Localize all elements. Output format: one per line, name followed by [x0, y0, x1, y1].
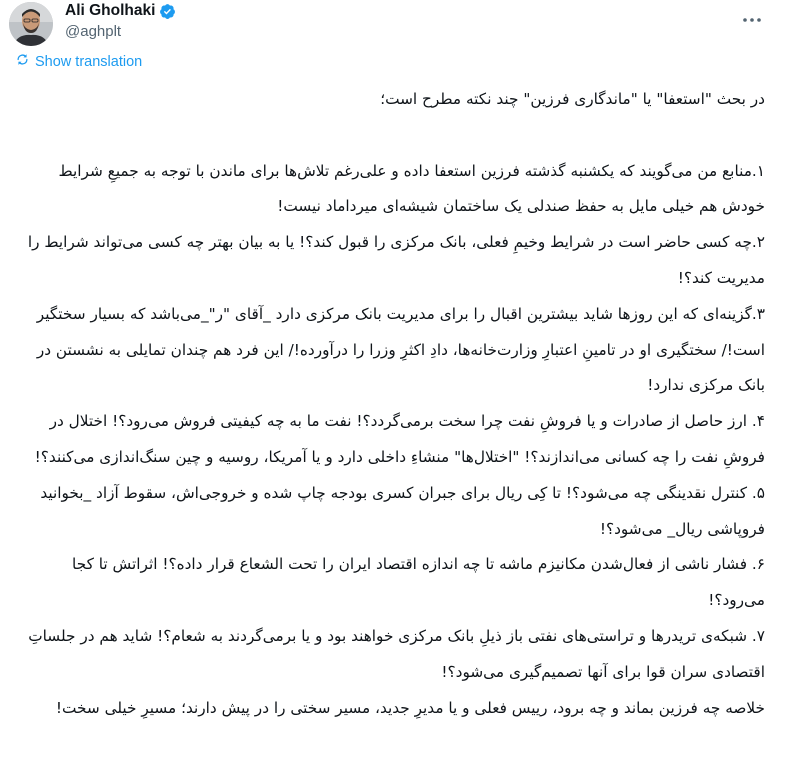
more-dots-icon[interactable] — [740, 8, 764, 32]
verified-badge-icon — [159, 3, 176, 20]
show-translation-label: Show translation — [35, 53, 143, 70]
avatar[interactable] — [9, 2, 53, 46]
author-name[interactable]: Ali Gholhaki — [65, 2, 156, 19]
translate-icon — [15, 52, 30, 71]
show-translation-link[interactable] — [15, 52, 142, 71]
tweet-body: در بحث "استعفا" یا "ماندگاری فرزین" چند نکته مطرح است؛ ۱.منابع من می‌گویند که یکشنبه گذشته فرزین استعفا داده و علی‌رغم تلاش‌ها برای ماندن با توجه به جمیعِ شرایط خودش هم خیلی مایل به حفظ صندلی یک ساختمان شیشه‌ای میرداماد نیست! ۲.چه کسی حاضر است در شرایط وخیمِ فعلی، بانک مرکزی را قبول کند؟! یا به بیان بهتر چه کسی می‌تواند شرایط را مدیریت کند؟! ۳.گزینه‌ای که این روزها شاید بیشترین اقبال را برای مدیریت بانک مرکزی دارد _آقای "ر"_می‌باشد که بسیار سختگیر است!/ سختگیری او در تامینِ اعتبارِ وزارت‌خانه‌ها، دادِ اکثرِ وزرا را درآورده!/ این فرد هم چندان تمایلی به نشستن در بانک مرکزی ندارد! ۴. ارز حاصل از صادرات و یا فروشِ نفت چرا سخت برمی‌گردد؟! نفت ما به چه کیفیتی فروش می‌رود؟! اختلال در فروشِ نفت را چه کسانی می‌اندازند؟! "اختلال‌ها" منشاءِ داخلی دارد و یا آمریکا، روسیه و چین سنگ‌اندازی می‌کنند؟! ۵. کنترل نقدینگی چه می‌شود؟! تا کِی ریال برای جبران کسری بودجه چاپ شده و خروجی‌اش، سقوط آزاد _بخوانید فروپاشی ریال_ می‌شود؟! ۶. فشار ناشی از فعال‌شدن مکانیزم ماشه تا چه اندازه اقتصاد ایران را تحت الشعاع قرار داده؟! اثراتش تا کجا می‌رود؟! ۷. شبکه‌ی تریدرها و تراستی‌های نفتی باز ذیلِ بانک مرکزی خواهند بود و یا برمی‌گردند به شعام؟! شاید هم در جلساتِ اقتصادی سران قوا برای آنها تصمیم‌گیری می‌شود؟! خلاصه چه فرزین بماند و چه برود، رییس فعلی و یا مدیرِ جدید، مسیر سختی را در پیش دارند؛ مسیرِ خیلی سخت! — [27, 90, 765, 717]
author-name-row — [65, 2, 176, 20]
author-handle[interactable]: @aghplt — [65, 23, 122, 40]
